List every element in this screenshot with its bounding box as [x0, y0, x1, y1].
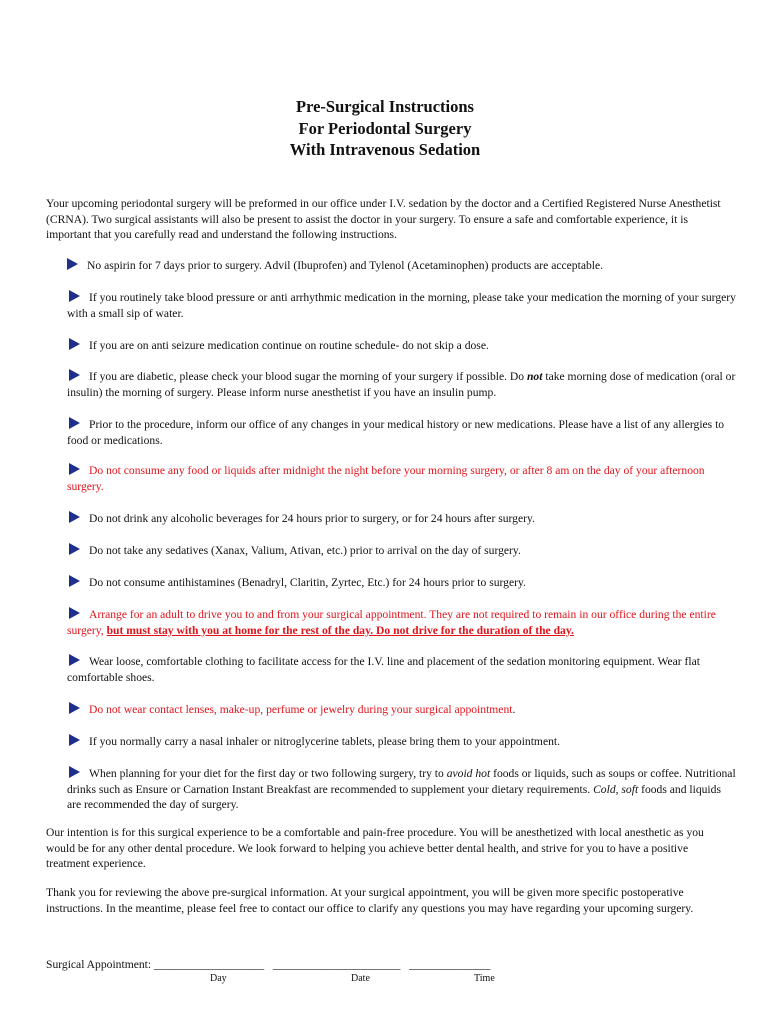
day-blank: ___________________ — [154, 958, 265, 971]
closing-paragraph-intention: Our intention is for this surgical experience to be a comfortable and pain-free procedure. You will be anesthetized with local anesthetic as you would be for any other dental procedure. We look forward to helping you achieve better dental health, and strive for you to have a positive treatment experience. — [46, 826, 704, 870]
bullet-arrow-icon — [69, 511, 80, 523]
instruction-text: Prior to the procedure, inform our office of any changes in your medical history or new medications. Please have a list of any allergies to food or medications. — [67, 418, 725, 447]
bullet-arrow-icon — [69, 702, 80, 714]
bullet-arrow-icon — [69, 607, 80, 619]
bullet-arrow-icon — [69, 369, 80, 381]
instruction-text: foods or liquids, such as soups or coffee. Nutritional drinks such as Ensure or Carnation Instant Breakfast are recommended to supplement your dietary requirements. — [67, 767, 736, 796]
bullet-arrow-icon — [69, 766, 80, 778]
bullet-arrow-icon — [69, 575, 80, 587]
bullet-arrow-icon — [69, 290, 80, 302]
instruction-text: If you normally carry a nasal inhaler or nitroglycerine tablets, please bring them to your appointment. — [89, 735, 561, 748]
instruction-diet — [67, 766, 737, 813]
document-title — [0, 96, 770, 161]
emphasis-not: not — [526, 370, 543, 383]
instruction-text: Do not take any sedatives (Xanax, Valium, Ativan, etc.) prior to arrival on the day of surgery. — [89, 544, 521, 557]
surgical-appointment-line — [46, 958, 746, 971]
instruction-diabetic — [67, 369, 737, 400]
appointment-label: Surgical Appointment: — [46, 958, 154, 971]
instruction-text: If you routinely take blood pressure or anti arrhythmic medication in the morning, please take your medication the morning of your surgery with a small sip of water. — [67, 291, 736, 320]
instruction-blood-pressure — [67, 290, 737, 321]
instruction-sedatives — [67, 543, 737, 559]
date-blank: ______________________ — [272, 958, 401, 971]
instruction-contacts — [67, 702, 737, 718]
bullet-arrow-icon — [69, 338, 80, 350]
instruction-text: Do not drink any alcoholic beverages for 24 hours prior to surgery, or for 24 hours after surgery. — [89, 512, 535, 525]
title-line-1: Pre-Surgical Instructions — [296, 97, 474, 116]
date-caption: Date — [351, 973, 370, 984]
instruction-food — [67, 463, 737, 494]
instruction-medical-history — [67, 417, 737, 448]
bullet-arrow-icon — [69, 734, 80, 746]
instruction-aspirin — [67, 258, 737, 274]
intro-paragraph: Your upcoming periodontal surgery will be preformed in our office under I.V. sedation by the doctor and a Certified Registered Nurse Anesthetist (CRNA). Two surgical assistants will also be present to assist the doctor in your surgery. To ensure a safe and comfortable experience, it is important that you carefully read and understand the following instructions. — [46, 197, 721, 241]
emphasis-cold-soft: Cold, soft — [593, 782, 639, 796]
title-line-2: For Periodontal Surgery — [298, 118, 472, 138]
bullet-arrow-icon — [69, 417, 80, 429]
title-line-3: With Intravenous Sedation — [289, 140, 481, 159]
day-caption: Day — [210, 973, 227, 984]
instruction-clothing — [67, 654, 737, 685]
instruction-alcohol — [67, 511, 737, 527]
instruction-seizure — [67, 338, 737, 354]
instruction-antihistamines — [67, 575, 737, 591]
instruction-text: If you are on anti seizure medication continue on routine schedule- do not skip a dose. — [89, 339, 489, 352]
bullet-arrow-icon — [69, 463, 80, 475]
instruction-inhaler — [67, 734, 737, 750]
time-caption: Time — [474, 973, 495, 984]
instruction-text: When planning for your diet for the first day or two following surgery, try to — [89, 767, 447, 780]
instruction-text: Arrange for an adult to drive you to and from your surgical appointment. They are not required to remain in our office during the entire surgery, — [67, 608, 716, 637]
instruction-text: No aspirin for 7 days prior to surgery. Advil (Ibuprofen) and Tylenol (Acetaminophen) products are acceptable. — [87, 259, 604, 272]
instruction-text: Wear loose, comfortable clothing to facilitate access for the I.V. line and placement of the sedation monitoring equipment. Wear flat comfortable shoes. — [67, 655, 700, 684]
bullet-arrow-icon — [69, 654, 80, 666]
time-blank: ______________ — [409, 958, 491, 971]
instruction-text-end: . — [512, 703, 516, 716]
emphasis-avoid-hot: avoid hot — [446, 767, 491, 780]
bullet-arrow-icon — [69, 543, 80, 555]
instruction-text: Do not wear contact lenses, make-up, perfume or jewelry during your surgical appointment — [89, 703, 513, 716]
instruction-text: Do not consume antihistamines (Benadryl, Claritin, Zyrtec, Etc.) for 24 hours prior to surgery. — [89, 576, 526, 589]
instruction-text: take morning dose of medication (oral or insulin) the morning of surgery. Please inform nurse anesthetist if you have an insulin pump. — [67, 370, 736, 399]
closing-paragraph-thanks: Thank you for reviewing the above pre-surgical information. At your surgical appointment, you will be given more specific postoperative instructions. In the meantime, please feel free to contact our office to clarify any questions you may have regarding your upcoming surgery. — [46, 886, 694, 915]
instruction-text: foods and liquids are recommended the day of surgery. — [67, 782, 721, 811]
instruction-emphasis: but must stay with you at home for the rest of the day. Do not drive for the duration of the day. — [106, 623, 574, 637]
instruction-driver — [67, 607, 737, 638]
bullet-arrow-icon — [67, 258, 78, 270]
instruction-text: Do not consume any food or liquids after midnight the night before your morning surgery, or after 8 am on the day of your afternoon surgery. — [67, 464, 705, 493]
instruction-text: If you are diabetic, please check your blood sugar the morning of your surgery if possible. Do — [89, 370, 527, 383]
